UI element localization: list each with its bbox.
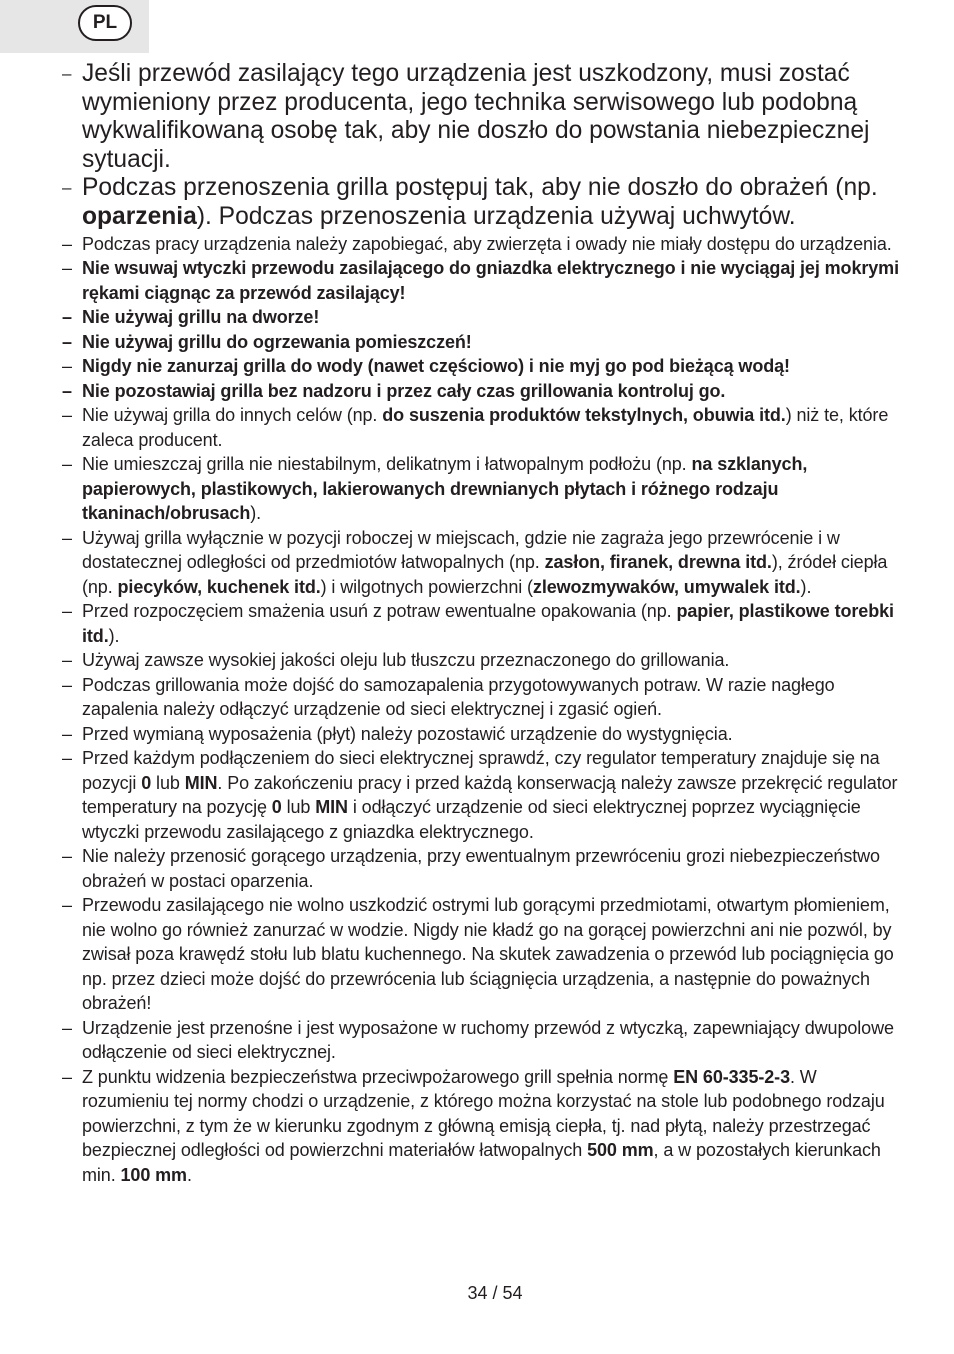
bold-text-segment: do suszenia produktów tekstylnych, obuwia itd. (382, 405, 786, 426)
instruction-text (82, 60, 908, 174)
instruction-item (62, 599, 908, 648)
list-dash: – (62, 601, 73, 622)
text-segment: . (186, 1164, 192, 1185)
bold-text-segment: piecyków, kuchenek itd. (117, 576, 321, 597)
instruction-text (82, 354, 908, 379)
bold-text-segment: zlewozmywaków, umywalek itd. (532, 576, 801, 597)
text-segment: Urządzenie jest przenośne i jest wyposażone w ruchomy przewód z wtyczką, zapewniający dwupolowe odłączenie od sieci elektrycznej. (82, 1017, 894, 1063)
instruction-text (82, 648, 908, 673)
text-segment: Podczas przenoszenia grilla postępuj tak, aby nie doszło do obrażeń (np. (82, 174, 878, 202)
list-dash: – (62, 1066, 73, 1087)
instruction-text (82, 256, 908, 305)
bold-text-segment: zasłon, firanek, drewna itd. (544, 552, 772, 573)
text-segment: ) i wilgotnych powierzchni ( (320, 576, 533, 597)
instruction-item (62, 379, 908, 404)
text-segment: Nie używaj grillu na dworze! (82, 307, 320, 328)
instruction-text (82, 746, 908, 844)
list-dash: – (62, 454, 73, 475)
list-dash: – (62, 233, 73, 254)
list-dash: – (62, 307, 73, 328)
instruction-item (62, 722, 908, 747)
text-segment: . W rozumieniu tej normy chodzi o urządzenie, z którego można korzystać na stole lub podobnego rodzaju powierzchni, z tym że w kierunku zgodnym z główną emisją ciepła, tj. nad płytą, należy przestrzegać bezpiecznej odległości od powierzchni materiałów łatwopalnych (82, 1066, 885, 1161)
text-segment: Używaj zawsze wysokiej jakości oleju lub tłuszczu przeznaczonego do grillowania. (82, 650, 730, 671)
instruction-item (62, 305, 908, 330)
list-dash: – (62, 650, 73, 671)
list-dash: – (62, 723, 73, 744)
language-badge: PL (78, 5, 132, 41)
instruction-item (62, 526, 908, 600)
text-segment: Nie wsuwaj wtyczki przewodu zasilającego do gniazdka elektrycznego i nie wyciągaj jej mokrymi rękami ciągnąc za przewód zasilający! (82, 258, 899, 303)
instruction-text (82, 1065, 908, 1188)
bold-text-segment: MIN (184, 772, 218, 793)
text-segment: Podczas pracy urządzenia należy zapobiegać, aby zwierzęta i owady nie miały dostępu do urządzenia. (82, 233, 892, 254)
instruction-item (62, 60, 908, 174)
language-tab (0, 0, 149, 53)
text-segment: Przed każdym podłączeniem do sieci elektrycznej sprawdź, czy regulator temperatury znajduje się na pozycji (82, 748, 880, 793)
text-segment: Nie używaj grillu do ogrzewania pomieszczeń! (82, 331, 472, 352)
instruction-text (82, 673, 908, 722)
instruction-text (82, 232, 908, 257)
instruction-text (82, 722, 908, 747)
instruction-item (62, 354, 908, 379)
text-segment: ). (800, 576, 812, 597)
safety-instructions-list (62, 60, 908, 1187)
bold-text-segment: 100 mm (120, 1164, 187, 1185)
bold-text-segment: MIN (315, 797, 348, 818)
bold-text-segment: EN 60-335-2-3 (673, 1066, 790, 1087)
instruction-text (82, 174, 908, 231)
instruction-item (62, 746, 908, 844)
list-dash: – (62, 748, 73, 769)
instruction-text (82, 893, 908, 1016)
instruction-text (82, 1016, 908, 1065)
instruction-item (62, 452, 908, 526)
bold-text-segment: oparzenia (82, 202, 197, 230)
list-dash: – (62, 64, 72, 83)
list-dash: – (62, 178, 72, 198)
list-dash: – (62, 846, 73, 867)
list-dash: – (62, 405, 73, 426)
list-dash: – (62, 527, 73, 548)
instruction-text (82, 305, 908, 330)
list-dash: – (62, 258, 73, 279)
list-dash: – (62, 356, 73, 377)
bold-text-segment: 500 mm (587, 1140, 654, 1161)
text-segment: . Po zakończeniu pracy i przed każdą konserwacją należy zawsze przekręcić regulator temperatury na pozycję (82, 772, 898, 818)
text-segment: ), źródeł ciepła (np. (82, 552, 888, 597)
bold-text-segment: 0 (271, 797, 282, 818)
instruction-item (62, 1065, 908, 1188)
text-segment: Podczas grillowania może dojść do samozapalenia przygotowywanych potraw. W razie nagłego zapalenia należy odłączyć urządzenie od sieci elektrycznej i zgasić ogień. (82, 674, 835, 720)
instruction-item (62, 673, 908, 722)
text-segment: i odłączyć urządzenie od sieci elektrycznej poprzez wyciągnięcie wtyczki przewodu zasilającego z gniazdka elektrycznego. (82, 797, 861, 842)
instruction-item (62, 1016, 908, 1065)
bold-text-segment: papier, plastikowe torebki itd. (82, 601, 894, 646)
text-segment: Nie używaj grilla do innych celów (np. (82, 405, 383, 426)
text-segment: Nie należy przenosić gorącego urządzenia, przy ewentualnym przewróceniu grozi niebezpieczeństwo obrażeń w postaci oparzenia. (82, 846, 880, 891)
page-number: 34 / 54 (467, 1283, 523, 1303)
instruction-text (82, 379, 908, 404)
text-segment: Przed rozpoczęciem smażenia usuń z potraw ewentualne opakowania (np. (82, 601, 677, 622)
text-segment: ). (108, 625, 120, 646)
instruction-item (62, 330, 908, 355)
instruction-text (82, 599, 908, 648)
text-segment: Przed wymianą wyposażenia (płyt) należy pozostawić urządzenie do wystygnięcia. (82, 723, 733, 744)
text-segment: Z punktu widzenia bezpieczeństwa przeciwpożarowego grill spełnia normę (82, 1066, 674, 1087)
instruction-item (62, 232, 908, 257)
instruction-item (62, 893, 908, 1016)
text-segment: Przewodu zasilającego nie wolno uszkodzić ostrymi lub gorącymi przedmiotami, otwartym płomieniem, nie wolno go również zanurzać w wodzie. Nigdy nie kładź go na gorącej powierzchni ani nie pozwól, by zwisał poza krawędź stołu lub blatu kuchennego. Na skutek zawadzenia o przewód lub pociągnięcia go np. przez dzieci może dojść do przewrócenia lub ściągnięcia urządzenia, a następnie do poważnych obrażeń! (82, 895, 894, 1014)
text-segment: lub (281, 797, 316, 818)
list-dash: – (62, 331, 73, 352)
instruction-item (62, 844, 908, 893)
text-segment: , a w pozostałych kierunkach min. (82, 1140, 881, 1185)
instruction-item (62, 403, 908, 452)
instruction-item (62, 648, 908, 673)
list-dash: – (62, 380, 73, 401)
text-segment: Nigdy nie zanurzaj grilla do wody (nawet częściowo) i nie myj go pod bieżącą wodą! (82, 356, 790, 377)
text-segment: lub (151, 772, 185, 793)
instruction-text (82, 403, 908, 452)
bold-text-segment: 0 (141, 772, 152, 793)
instruction-text (82, 452, 908, 526)
instruction-text (82, 330, 908, 355)
text-segment: ). Podczas przenoszenia urządzenia używaj uchwytów. (196, 202, 796, 230)
list-dash: – (62, 895, 73, 916)
instruction-text (82, 526, 908, 600)
text-segment: Używaj grilla wyłącznie w pozycji roboczej w miejscach, gdzie nie zagraża jego przewrócenie i w dostatecznej odległości od przedmiotów łatwopalnych (np. (82, 527, 840, 573)
instruction-item (62, 256, 908, 305)
list-dash: – (62, 674, 73, 695)
text-segment: Nie pozostawiaj grilla bez nadzoru i przez cały czas grillowania kontroluj go. (82, 380, 726, 401)
bold-text-segment: na szklanych, papierowych, plastikowych, lakierowanych drewnianych płytach i różnego rodzaju tkaninach/obrusach (82, 454, 808, 524)
text-segment: Jeśli przewód zasilający tego urządzenia jest uszkodzony, musi zostać wymieniony przez producenta, jego technika serwisowego lub podobną wykwalifikowaną osobę tak, aby nie doszło do powstania niebezpiecznej sytuacji. (82, 60, 870, 173)
instruction-item (62, 174, 908, 231)
text-segment: ) niż te, które zaleca producent. (82, 405, 889, 450)
text-segment: Nie umieszczaj grilla nie niestabilnym, delikatnym i łatwopalnym podłożu (np. (82, 454, 692, 475)
text-segment: ). (250, 503, 262, 524)
list-dash: – (62, 1017, 73, 1038)
instruction-text (82, 844, 908, 893)
